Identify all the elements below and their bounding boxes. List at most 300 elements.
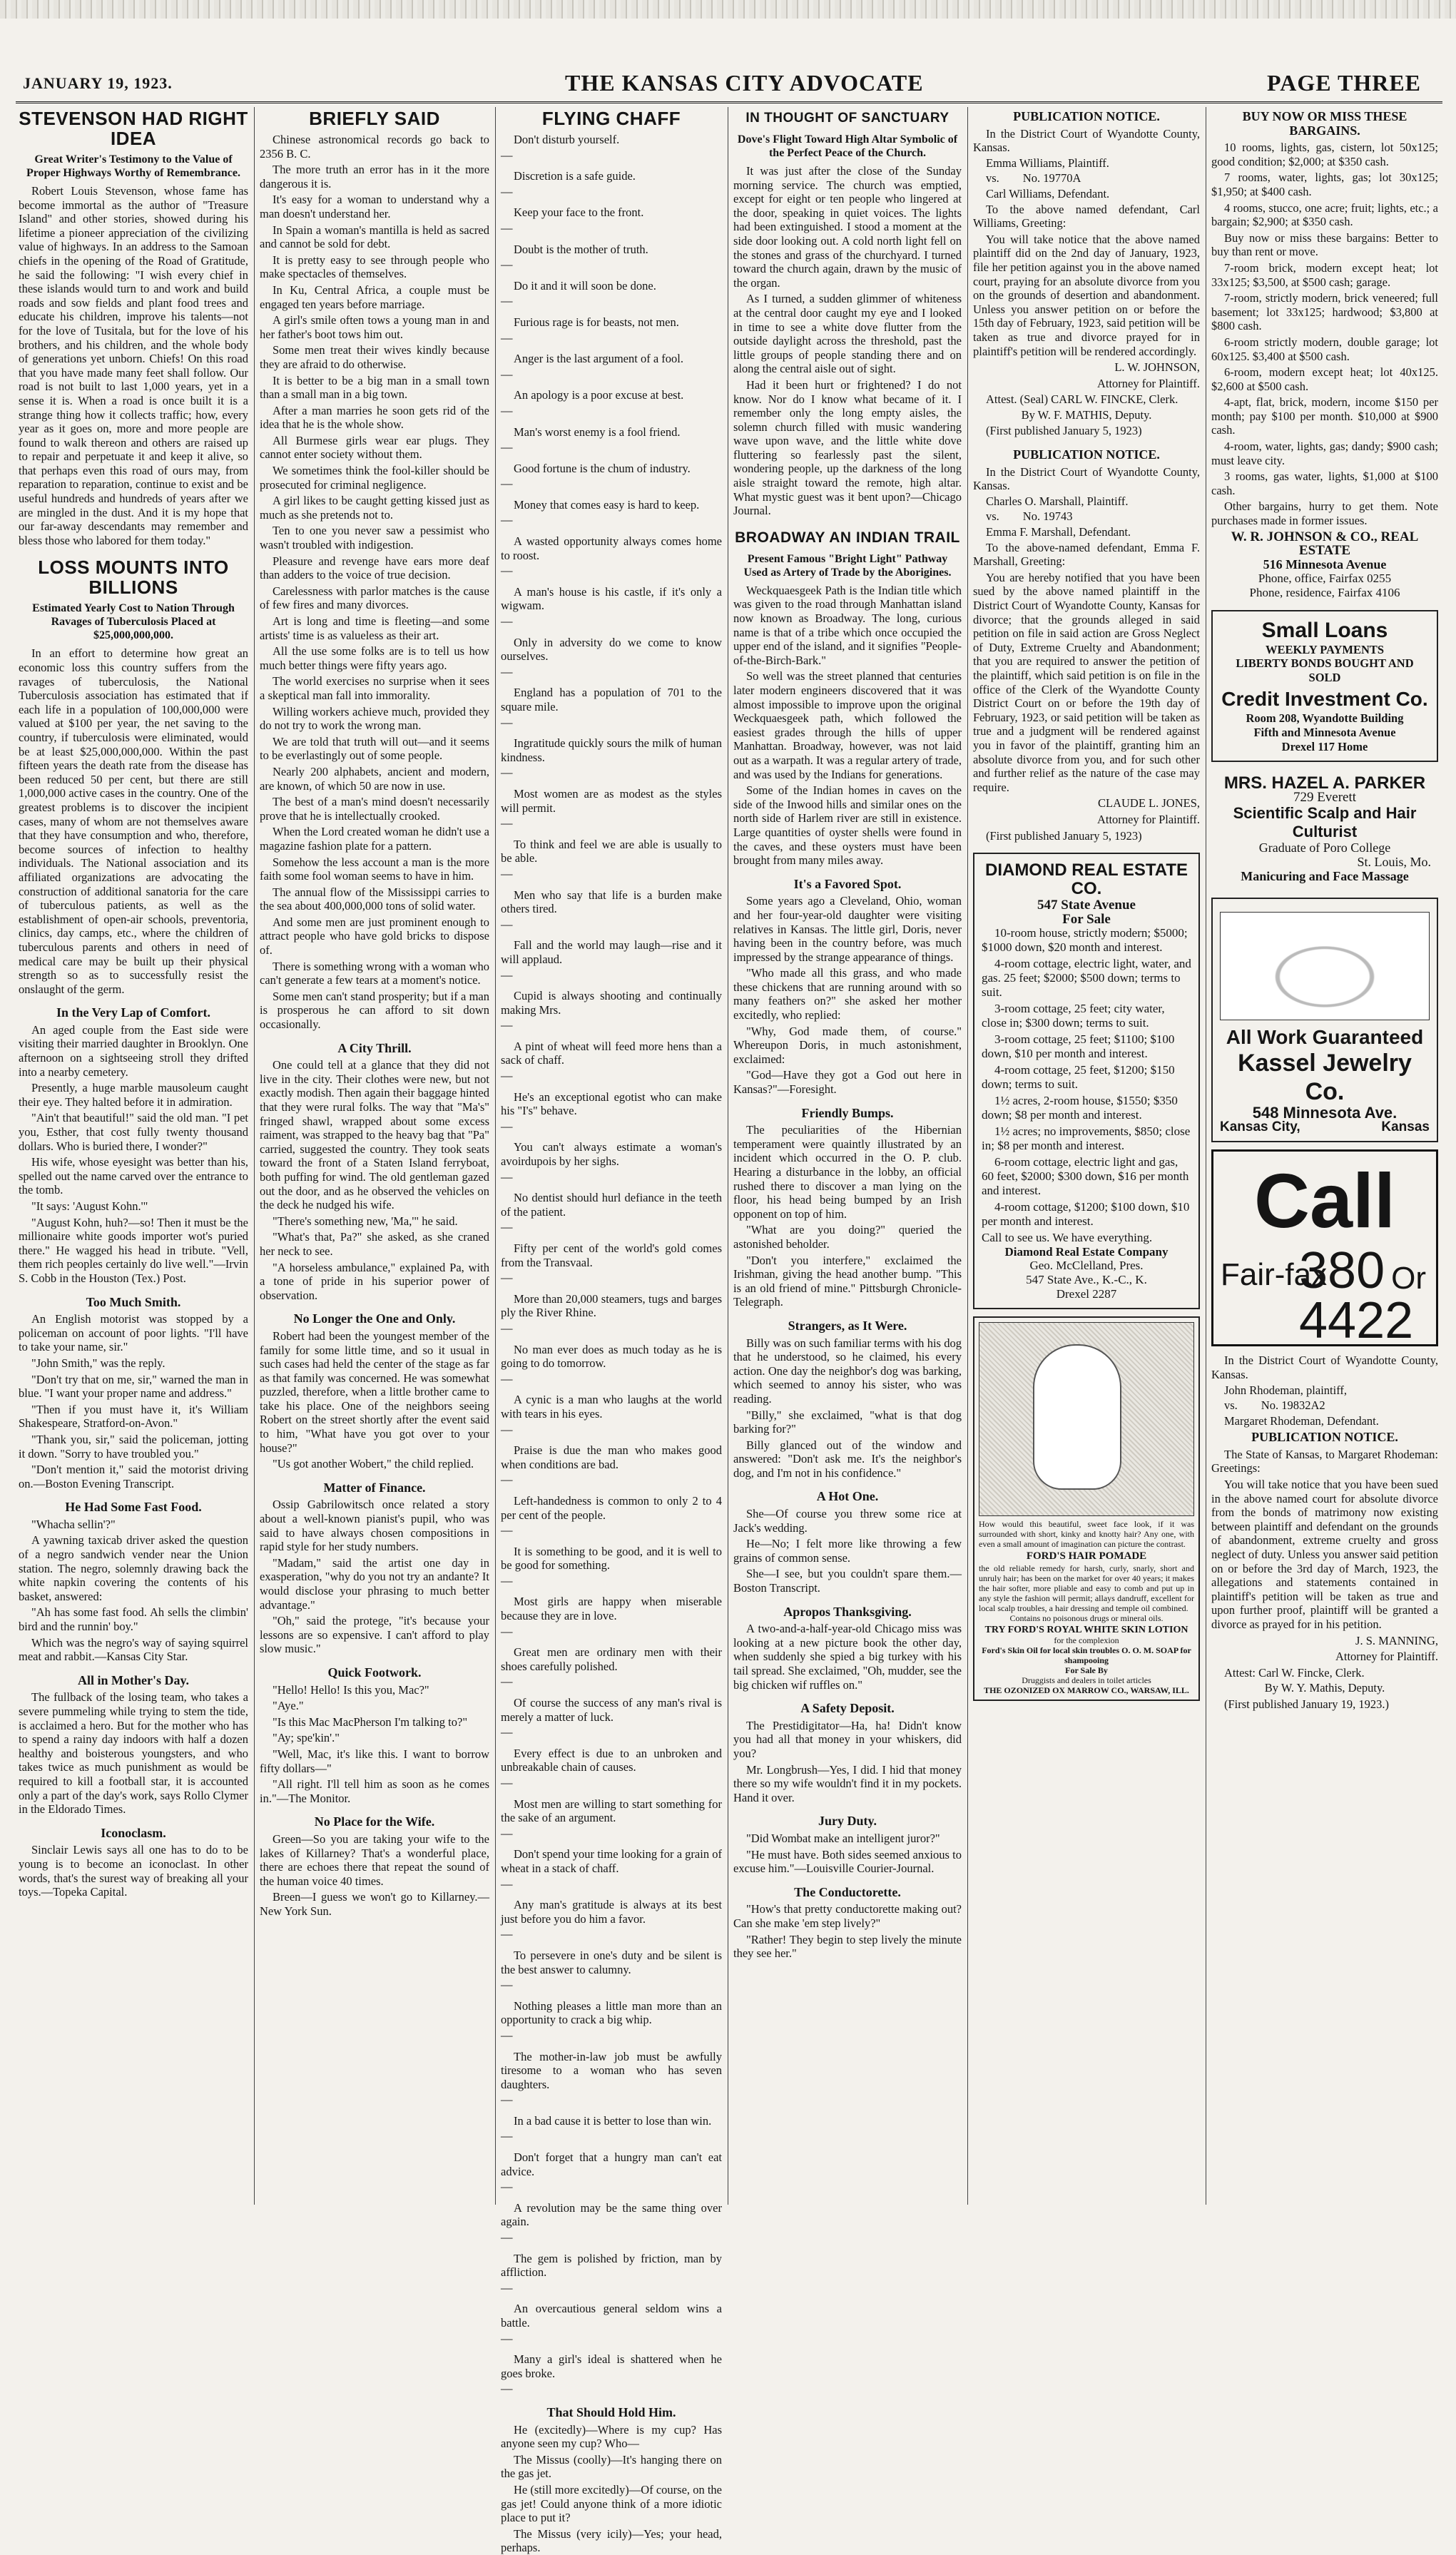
separator: — xyxy=(501,1573,513,1588)
company-name: Credit Investment Co. xyxy=(1221,688,1428,711)
saying-item: The best of a man's mind doesn't necessarily prove that he is intellectually crooked. xyxy=(260,795,489,823)
case-line xyxy=(973,509,1200,524)
phone: Drexel 117 Home xyxy=(1281,739,1368,753)
court: In the District Court of Wyandotte County, Kansas. xyxy=(973,126,1200,155)
call-word: Call xyxy=(1253,1157,1396,1244)
listing-item: 1½ acres, 2-room house, $1550; $350 down; $8 per month and interest. xyxy=(982,1094,1178,1122)
saying-item: We are told that truth will out—and it seems to be everlastingly out of some people. xyxy=(260,734,489,763)
separator: — xyxy=(501,2093,513,2107)
separator: — xyxy=(501,513,513,527)
separator: — xyxy=(501,866,513,880)
paragraph: "He must have. Both sides seemed anxious to excuse him."—Louisville Courier-Journal. xyxy=(733,1847,962,1876)
article-title: No Place for the Wife. xyxy=(314,1814,435,1829)
separator: — xyxy=(501,664,513,679)
article-friendly-bumps xyxy=(733,1107,962,1309)
paragraph: Sinclair Lewis says all one has to do to be young is to become an iconoclast. In other words, that's the surest way of breaking all your toys.—Topeka Capital. xyxy=(19,1843,248,1899)
paragraph: He (excitedly)—Where is my cup? Has anyone seen my cup? Who— xyxy=(501,2422,722,2451)
chaff-item: Every effect is due to an unbroken and unbreakable chain of causes. xyxy=(501,1746,722,1774)
paragraph: She—I see, but you couldn't spare them.—Boston Transcript. xyxy=(733,1567,962,1595)
paragraph: "Billy," she exclaimed, "what is that dog barking for?" xyxy=(733,1408,962,1436)
bargain-item: 4 rooms, stucco, one acre; fruit; lights, etc.; a bargain; $2,900; at $350 cash. xyxy=(1211,200,1438,229)
paragraph: An English motorist was stopped by a policeman on account of poor lights. "I'll have to take your name, sir." xyxy=(19,1312,248,1354)
separator: — xyxy=(501,330,513,345)
product-description: the old reliable remedy for harsh, curly, snarly, short and unruly hair; has been on the market for over 40 years; it makes the hair softer, more pliable and easy to comb and put up in any style the fashion will permit; allays dandruff, excellent for local scalp troubles, a hair dressing and temple oil combined. xyxy=(979,1563,1194,1614)
chaff-item: No man ever does as much today as he is going to do tomorrow. xyxy=(501,1342,722,1371)
publication-date: (First published January 5, 1923) xyxy=(986,828,1142,843)
product-name: FORD'S HAIR POMADE xyxy=(1026,1550,1147,1563)
paragraph: As I turned, a sudden glimmer of whiteness at the central door caught my eye and I looked in time to see a white dove flutter from the outside daylight across the threshold, past the little groups of people standing there and on along the central aisle out of sight. xyxy=(733,292,962,376)
listing-list xyxy=(982,926,1191,1229)
separator: — xyxy=(501,220,513,235)
publication-notice-williams xyxy=(973,110,1200,438)
page-number: PAGE THREE xyxy=(1267,70,1421,96)
defendant: Margaret Rhodeman, Defendant. xyxy=(1224,1413,1379,1428)
paragraph: So well was the street planned that centuries later modern engineers discovered that it was almost impossible to improve upon the original Weckquaesgeek path, which followed the easiest grades through the hills of upper Manhattan. Broadway, however, was not laid out as a warpath. It was a regular artery of trade, and was used by the Indians for generations. xyxy=(733,669,962,781)
paragraph: He (still more excitedly)—Of course, on the gas jet! Could anyone think of a more idiotic place to put it? xyxy=(501,2482,722,2525)
newspaper-page xyxy=(16,0,1442,2555)
chaff-item: Fifty per cent of the world's gold comes from the Transvaal. xyxy=(501,1241,722,1269)
article-title: Friendly Bumps. xyxy=(801,1105,894,1120)
separator: — xyxy=(501,1119,513,1133)
separator: — xyxy=(501,2280,513,2295)
street: Fifth and Minnesota Avenue xyxy=(1253,725,1396,739)
paragraph: Billy glanced out of the window and answered: "Don't ask me. It's the neighbor's dog, and I'm not in his confidence." xyxy=(733,1438,962,1480)
bargain-item: 7-room, strictly modern, brick veneered; full basement; lot 33x125; hardwood; $3,800 at $800 cash. xyxy=(1211,291,1438,333)
separator: — xyxy=(501,2382,513,2396)
chaff-item: Men who say that life is a burden make others tired. xyxy=(501,888,722,916)
state: Kansas xyxy=(1381,1119,1430,1134)
headline: LOSS MOUNTS INTO BILLIONS xyxy=(38,557,229,599)
article-title: A City Thrill. xyxy=(337,1040,412,1055)
separator: — xyxy=(501,1473,513,1487)
notice-title: PUBLICATION NOTICE. xyxy=(1013,109,1160,123)
saying-list xyxy=(260,133,489,1032)
chaff-item: Of course the success of any man's rival is merely a matter of luck. xyxy=(501,1696,722,1724)
chaff-item: Discretion is a safe guide. xyxy=(514,169,636,183)
footer-president: Geo. McClelland, Pres. xyxy=(1029,1259,1144,1273)
company-address: 516 Minnesota Avenue xyxy=(1263,557,1387,572)
chaff-item: It is something to be good, and it is well to be good for something. xyxy=(501,1544,722,1573)
paragraph: "Oh," said the protege, "it's because your lessons are so expensive. I can't afford to play slow music." xyxy=(260,1614,489,1656)
separator: — xyxy=(501,258,513,272)
dealers: Druggists and dealers in toilet articles xyxy=(1022,1675,1151,1686)
footer-phone: Drexel 2287 xyxy=(1056,1286,1117,1301)
article-title: Quick Footwork. xyxy=(327,1665,422,1680)
chaff-item: Don't forget that a hungry man can't eat advice. xyxy=(501,2150,722,2178)
chaff-item: More than 20,000 steamers, tugs and barges ply the River Rhine. xyxy=(501,1291,722,1320)
deputy: By W. F. MATHIS, Deputy. xyxy=(1021,407,1152,422)
column-rule xyxy=(495,107,496,2205)
article-briefly-said xyxy=(260,108,489,1032)
separator: — xyxy=(501,816,513,830)
chaff-item: The mother-in-law job must be awfully tiresome to a woman who has seven daughters. xyxy=(501,2049,722,2091)
notice-body: You are hereby notified that you have been sued by the above named plaintiff in the District Court of Wyandotte County, Kansas for divorce; that the grounds alleged in said petition on file in said action are Gross Neglect of Duty, Extreme Cruelty and Abandonment; that you are required to answer the petition of the plaintiff, which said petition is on file in the office of the Clerk of the Wyandotte County District Court on or before the 19th day of February, 1923, or said petition will be taken as true and a judgment will be rendered against you in favor of the plaintiff, granting him an absolute divorce from you, and for such other and further relief as the nature of the case may require. xyxy=(973,570,1200,794)
separator: — xyxy=(501,1018,513,1032)
separator: — xyxy=(501,1725,513,1739)
chaff-item: To persevere in one's duty and be silent is the best answer to calumny. xyxy=(501,1948,722,1976)
attorney-role: Attorney for Plaintiff. xyxy=(1096,376,1200,390)
article-thanksgiving xyxy=(733,1605,962,1692)
saying-item: Ten to one you never saw a pessimist who wasn't troubled with indigestion. xyxy=(260,524,489,552)
article-hold-him xyxy=(501,2406,722,2555)
chaff-item: Most women are as modest as the styles will permit. xyxy=(501,786,722,815)
saying-item: All the use some folks are is to tell us how much better things were fifty years ago. xyxy=(260,644,489,672)
saying-item: All Burmese girls wear ear plugs. They cannot enter society without them. xyxy=(260,433,489,462)
case-number: No. 19832A2 xyxy=(1261,1398,1325,1413)
attest: Attest: Carl W. Fincke, Clerk. xyxy=(1224,1665,1365,1680)
chaff-item: He's an exceptional egotist who can make his "I's" behave. xyxy=(501,1089,722,1118)
paragraph: Robert Louis Stevenson, whose fame has become immortal as the author of "Treasure Island" and other stories, showed during his lifetime a pioneer appreciation of the civilizing value of highways. In an address to the Samoan chiefs in the opening of the Road of Gratitude, he said the following: "I wish every chief in these islands would turn to and work and build roads and sow fields and plant food trees and educate his children, improve his talents—not for the love of Tusitala, but for the love of his brothers, and his children, and the whole body of generations yet unborn. Chiefs! On this road that you have made many feet shall follow. Our road is not built to last 1,000 years, yet in a sense it is. When a road is once built it is a strange thing how it collects traffic; how, every year as it goes on, more and more people are found to walk thereon and others are raised up to repair and perpetuate it and keep it alive, so that perhaps even this road of ours may, from reparation to reparation, continue to exist and be useful hundreds and hundreds of years after we are mingled in the dust. And it is my hope that our far-away descendants may remember and bless those who labored for them today." xyxy=(19,184,248,547)
residence-phone: Phone, residence, Fairfax 4106 xyxy=(1249,586,1400,599)
bargain-item: Other bargains, hurry to get them. Note purchases made in former issues. xyxy=(1211,499,1438,528)
ad-intro: How would this beautiful, sweet face look, if it was surrounded with short, kinky and knotty hair? Any one, with even a small amount of imagination can picture the contrast. xyxy=(979,1519,1194,1550)
chaff-item: A revolution may be the same thing over again. xyxy=(501,2200,722,2229)
paragraph: "God—Have they got a God out here in Kansas?"—Foresight. xyxy=(733,1068,962,1097)
vs: vs. xyxy=(986,509,999,524)
clock-illustration-icon xyxy=(1220,912,1430,1020)
bargain-item: 10 rooms, lights, gas, cistern, lot 50x125; good condition; $2,000; at $350 cash. xyxy=(1211,141,1438,168)
chaff-item: A cynic is a man who laughs at the world with tears in his eyes. xyxy=(501,1393,722,1421)
separator: — xyxy=(501,1169,513,1184)
hair-pomade-ad xyxy=(973,1316,1200,1701)
product-note: Contains no poisonous drugs or mineral oils. xyxy=(1009,1613,1164,1624)
exchange-name: Fair-fax xyxy=(1221,1257,1328,1293)
notice-body: You will take notice that you have been sued in the above named court for absolute divorce from the bonds of matrimony now existing between plaintiff and defendant on the grounds of abandonment, extreme cruelty and gross neglect of duty. Unless you answer said petition on or before the 3rd day of March, 1923, the allegations and statements contained in plaintiff's petition will be taken as true and upon further proof, plaintiff will be granted a divorce as prayed for in his petition. xyxy=(1211,1478,1438,1631)
woman-portrait-icon xyxy=(1033,1344,1121,1490)
paragraph: His wife, whose eyesight was better than his, spelled out the name carved over the entrance to the tomb. xyxy=(19,1155,248,1197)
chaff-item: The gem is polished by friction, man by affliction. xyxy=(501,2251,722,2280)
separator: — xyxy=(501,440,513,454)
article-conductorette xyxy=(733,1886,962,1961)
paragraph: "Hello! Hello! Is this you, Mac?" xyxy=(273,1682,429,1697)
company-name: Kassel Jewelry Co. xyxy=(1238,1050,1412,1106)
listing-item: 4-room cottage, $1200; $100 down, $10 per month and interest. xyxy=(982,1200,1190,1229)
paragraph: "Who made all this grass, and who made these chickens that are running around with so many feathers on?" she asked her mother excitedly, who replied: xyxy=(733,966,962,1022)
column-rule xyxy=(254,107,255,2205)
article-strangers xyxy=(733,1319,962,1480)
paragraph: Billy was on such familiar terms with his dog that he understood, so he claimed, his every action. One day the neighbor's dog was barking, which seemed to annoy his sister, who was reading. xyxy=(733,1336,962,1406)
saying-item: Pleasure and revenge have ears more deaf than adders to the voice of true decision. xyxy=(260,554,489,582)
ad-title: BUY NOW OR MISS THESE BARGAINS. xyxy=(1242,109,1407,138)
chaff-item: A pint of wheat will feed more hens than a sack of chaff. xyxy=(501,1039,722,1067)
greeting: The State of Kansas, to Margaret Rhodeman: Greetings: xyxy=(1211,1447,1438,1475)
weekly-payments: WEEKLY PAYMENTS xyxy=(1265,642,1385,656)
paragraph: "Why, God made them, of course." Whereupon Doris, in much astonishment, exclaimed: xyxy=(733,1024,962,1066)
publication-date: (First published January 5, 1923) xyxy=(986,424,1142,438)
paragraph: Robert had been the youngest member of the family for some little time, and so it usual in such cases had held the center of the stage as far as that family was concerned. He was somewhat puzzled, therefore, when a little brother came to take his place. One of the neighbors seeing Robert on the street shortly after the event said to him, "What have you got over to your house?" xyxy=(260,1329,489,1455)
greeting: To the above named defendant, Carl Williams, Greeting: xyxy=(973,202,1200,230)
article-iconoclasm xyxy=(19,1827,248,1899)
kassel-jewelry-ad xyxy=(1211,898,1438,1142)
separator: — xyxy=(501,2028,513,2042)
defendant: Carl Williams, Defendant. xyxy=(986,186,1110,200)
article-title: Strangers, as It Were. xyxy=(788,1318,907,1333)
chaff-item: Ingratitude quickly sours the milk of human kindness. xyxy=(501,736,722,764)
street: 729 Everett xyxy=(1293,789,1357,805)
chaff-item: Don't spend your time looking for a grain of wheat in a stack of chaff. xyxy=(501,1847,722,1875)
paragraph: "Well, Mac, it's like this. I want to borrow fifty dollars—" xyxy=(260,1747,489,1775)
name: MRS. HAZEL A. PARKER xyxy=(1223,773,1426,793)
saying-item: It is better to be a big man in a small town than a small man in a big town. xyxy=(260,373,489,402)
paragraph: "Don't try that on me, sir," warned the man in blue. "I want your proper name and address." xyxy=(19,1372,248,1401)
paragraph: It was just after the close of the Sunday morning service. The church was emptied, except for eight or ten people who lingered at the door, speaking in quiet voices. The lights had been extinguished. I stood a moment at the side door looking out. A cold north light fell on the stones and grass of the churchyard. I turned toward the church again, drawn by the music of the organ. xyxy=(733,164,962,290)
bargain-item: Buy now or miss these bargains: Better to buy than rent or move. xyxy=(1211,230,1438,259)
attest: Attest. (Seal) CARL W. FINCKE, Clerk. xyxy=(986,392,1178,407)
notice-title: PUBLICATION NOTICE. xyxy=(1013,447,1160,462)
paragraph: Some years ago a Cleveland, Ohio, woman and her four-year-old daughter were visiting relatives in Kansas. The little girl, Doris, never having been in the country before, was much impressed by the strange appearance of things. xyxy=(733,894,962,964)
bargains-ad xyxy=(1211,110,1438,600)
paragraph: "Don't mention it," said the motorist driving on.—Boston Evening Transcript. xyxy=(19,1463,248,1490)
listing-item: 3-room cottage, 25 feet; city water, close in; $300 down; terms to suit. xyxy=(982,1002,1165,1030)
listing-item: 4-room cottage, electric light, water, and gas. 25 feet; $2000; $500 down; terms to suit. xyxy=(982,957,1191,1000)
bargain-item: 6-room strictly modern, double garage; lot 60x125. $3,400 at $500 cash. xyxy=(1211,335,1438,363)
article-safety-deposit xyxy=(733,1702,962,1804)
saying-item: Willing workers achieve much, provided they do not try to work the wrong man. xyxy=(260,704,489,733)
chaff-item: Don't disturb yourself. xyxy=(514,133,620,146)
article-jury-duty xyxy=(733,1814,962,1875)
separator: — xyxy=(501,1220,513,1234)
article-favored-spot xyxy=(733,878,962,1097)
paragraph: Mr. Longbrush—Yes, I did. I hid that money there so my wife wouldn't find it in my pockets. Hand it over. xyxy=(733,1762,962,1804)
separator: — xyxy=(501,1321,513,1335)
separator: — xyxy=(501,184,513,198)
separator: — xyxy=(501,2180,513,2194)
paragraph: "What's that, Pa?" she asked, as she craned her neck to see. xyxy=(260,1230,489,1258)
publication-notice-marshall xyxy=(973,448,1200,843)
chaff-item: Most men are willing to start something for the sake of an argument. xyxy=(501,1797,722,1825)
issue-date: JANUARY 19, 1923. xyxy=(23,74,173,92)
article-title: Matter of Finance. xyxy=(323,1480,426,1495)
chaff-item: Most girls are happy when miserable because they are in love. xyxy=(501,1595,722,1623)
headline: FLYING CHAFF xyxy=(541,108,681,129)
paragraph: Weckquaesgeek Path is the Indian title which was given to the road through Manhattan island now known as Broadway. The long, curious name is that of a tribe which once occupied the upper end of the island, and it signifies "People-of-the-Birch-Bark." xyxy=(733,583,962,667)
paragraph: "Ah has some fast food. Ah sells the climbin' bird and the runnin' boy." xyxy=(19,1605,248,1634)
article-title: Iconoclasm. xyxy=(101,1825,166,1840)
phone-number-1: 380 xyxy=(1299,1242,1385,1300)
paragraph: "There's something new, 'Ma,'" he said. xyxy=(273,1214,458,1228)
paragraph: "Thank you, sir," said the policeman, jotting it down. "Sorry to have troubled you." xyxy=(19,1432,248,1461)
article-title: A Safety Deposit. xyxy=(800,1701,895,1716)
for-sale: For Sale xyxy=(1062,911,1111,927)
separator: — xyxy=(501,367,513,381)
article-title: Apropos Thanksgiving. xyxy=(783,1604,912,1619)
manicuring: Manicuring and Face Massage xyxy=(1241,868,1409,883)
for-sale-by: For Sale By xyxy=(1065,1665,1108,1676)
article-title: The Conductorette. xyxy=(794,1884,901,1899)
article-broadway xyxy=(733,528,962,868)
paragraph: "August Kohn, huh?—so! Then it must be the millionaire white goods importer wot's puried there." He wagged his head in tribute. "Vell, them rich peoples certainly do live well."—Irvin S. Cobb in the Houston (Tex.) Post. xyxy=(19,1215,248,1285)
lotion-use: for the complexion xyxy=(1054,1635,1119,1646)
separator: — xyxy=(501,1675,513,1689)
article-finance xyxy=(260,1481,489,1656)
chaff-item: Any man's gratitude is always at its best just before you do him a favor. xyxy=(501,1898,722,1926)
saying-item: In Ku, Central Africa, a couple must be engaged ten years before marriage. xyxy=(260,283,489,311)
separator: — xyxy=(501,1523,513,1538)
separator: — xyxy=(501,1776,513,1789)
headline: STEVENSON HAD RIGHT IDEA xyxy=(19,108,248,149)
plaintiff: Charles O. Marshall, Plaintiff. xyxy=(986,494,1129,508)
separator: — xyxy=(501,715,513,729)
chaff-item: Left-handedness is common to only 2 to 4 per cent of the people. xyxy=(501,1493,722,1522)
saying-item: The world exercises no surprise when it sees a skeptical man fall into immorality. xyxy=(260,674,489,702)
footer-company: Diamond Real Estate Company xyxy=(1004,1244,1169,1259)
liberty-bonds: LIBERTY BONDS BOUGHT AND SOLD xyxy=(1236,656,1414,684)
plaintiff: John Rhodeman, plaintiff, xyxy=(1224,1383,1348,1397)
column-6 xyxy=(1211,107,1438,2208)
article-city-thrill xyxy=(260,1042,489,1303)
saying-item: Somehow the less account a man is the more faith some fool woman seems to have in him. xyxy=(260,855,489,883)
column-rule xyxy=(967,107,968,2205)
bargain-item: 7 rooms, water, lights, gas; lot 30x125; $1,950; at $400 cash. xyxy=(1211,171,1438,198)
notice-body: You will take notice that the above named plaintiff did on the 2nd day of January, 1923, file her petition against you in the above named court, praying for an absolute divorce from you on the grounds of desertion and abandonment. Unless you answer petition on or before the 15th day of February, 1923, said petition will be taken as true and divorce prayed for in plaintiff's petition will be rendered accordingly. xyxy=(973,232,1200,358)
saying-item: Nearly 200 alphabets, ancient and modern, are known, of which 50 are now in use. xyxy=(260,764,489,793)
separator: — xyxy=(501,564,513,578)
paragraph: Some of the Indian homes in caves on the side of the Inwood hills and similar ones on the north side of Harlem river are still in existence. Large quantities of oyster shells were found in the caves, and these oysters must have been brought from many miles away. xyxy=(733,783,962,868)
paragraph: Ossip Gabrilowitsch once related a story about a well-known pianist's pupil, who was said to have always chosen compositions in rapid style for her study numbers. xyxy=(260,1498,489,1554)
column-1 xyxy=(19,107,248,2208)
company-name: DIAMOND REAL ESTATE CO. xyxy=(984,860,1188,899)
attorney-role: Attorney for Plaintiff. xyxy=(1335,1650,1438,1664)
separator: — xyxy=(501,967,513,982)
chaff-item: Man's worst enemy is a fool friend. xyxy=(514,425,681,439)
case-number: No. 19743 xyxy=(1022,509,1073,524)
paragraph: One could tell at a glance that they did not live in the city. Their clothes were new, but not exactly modish. Then again their baggage hinted that they were rural folks. The way that "Ma's" fringed shawl, wrapped about some excess raiment, was strapped to the heavy bag that "Pa" carried, suggested the country. They took seats toward the front of a Staten Island ferryboat, both puffing for wind. The old gentleman gazed out the door, and as he observed the vehicles on the deck he nudged his wife. xyxy=(260,1058,489,1212)
company-address: 547 State Avenue xyxy=(1037,898,1136,913)
chaff-item: Nothing pleases a little man more than an opportunity to crack a big whip. xyxy=(501,1998,722,2027)
separator: — xyxy=(501,766,513,780)
vs: vs. xyxy=(1224,1398,1238,1413)
separator: — xyxy=(501,1624,513,1638)
paragraph: "Ain't that beautiful!" said the old man. "I pet you, Esther, that cost fully twenty thousand dollars. Who is buried there, I wonder?" xyxy=(19,1111,248,1153)
listing-item: 6-room cottage, electric light and gas, 60 feet, $2000; $300 down, $16 per month and interest. xyxy=(982,1155,1189,1198)
separator: — xyxy=(501,917,513,931)
chaff-item: Anger is the last argument of a fool. xyxy=(514,352,683,366)
paragraph: The peculiarities of the Hibernian temperament were quaintly illustrated by an incident which occurred in the O. P. club. Hearing a disturbance in the lobby, an official rushed there to discover a man lying on the floor, his head being bumped by an Irish opponent on top of him. xyxy=(733,1123,962,1221)
article-title: Too Much Smith. xyxy=(86,1294,181,1309)
separator: — xyxy=(501,1422,513,1436)
paragraph: "What are you doing?" queried the astonished beholder. xyxy=(733,1223,962,1251)
column-5 xyxy=(973,107,1200,2208)
paragraph: "How's that pretty conductorette making out? Can she make 'em step lively?" xyxy=(733,1902,962,1930)
chaff-list xyxy=(501,133,722,2396)
chaff-item: No dentist should hurl defiance in the teeth of the patient. xyxy=(501,1191,722,1219)
paragraph: He—No; I felt more like throwing a few grains of common sense. xyxy=(733,1537,962,1565)
subhead: Great Writer's Testimony to the Value of Proper Highways Worthy of Remembrance. xyxy=(26,153,240,179)
saying-item: And some men are just prominent enough to attract people who have gold bricks to dispose of. xyxy=(260,915,489,958)
saying-item: It is pretty easy to see through people who make spectacles of themselves. xyxy=(260,253,489,281)
subhead: Estimated Yearly Cost to Nation Through Ravages of Tuberculosis Placed at $25,000,000,000. xyxy=(32,602,235,642)
court: In the District Court of Wyandotte County, Kansas. xyxy=(973,464,1200,493)
separator: — xyxy=(501,403,513,417)
chaff-item: An overcautious general seldom wins a battle. xyxy=(501,2302,722,2330)
court: In the District Court of Wyandotte County, Kansas. xyxy=(1211,1353,1438,1381)
attorney: L. W. JOHNSON, xyxy=(1114,360,1200,375)
article-title: No Longer the One and Only. xyxy=(293,1311,456,1326)
paragraph: "Don't you interfere," exclaimed the Irishman, giving the head another bump. "This is an old friend of mine." Pittsburgh Chronicle-Telegraph. xyxy=(733,1253,962,1309)
separator: — xyxy=(501,477,513,491)
graduate: Graduate of Poro College xyxy=(1258,840,1391,855)
paragraph: The fullback of the losing team, who takes a severe pummeling while trying to stem the tide, is acclaimed a hero. But for the mother who has to spend a rainy day indoors with half a dozen healthy and boisterous youngsters, and who takes twice as much punishment as would be required to kill a football star, it is accounted only a part of the day's work, says Rollo Clymer in the Eldorado Times. xyxy=(19,1690,248,1817)
chaff-item: An apology is a poor excuse at best. xyxy=(514,388,684,402)
paragraph: "Us got another Wobert," the child replied. xyxy=(273,1457,474,1471)
saying-item: Art is long and time is fleeting—and some artists' time is as valueless as their art. xyxy=(260,614,489,642)
paragraph: Presently, a huge marble mausoleum caught their eye. They halted before it in admiration. xyxy=(19,1081,248,1109)
chaff-item: Money that comes easy is hard to keep. xyxy=(514,497,700,512)
chaff-item: Doubt is the mother of truth. xyxy=(514,242,648,256)
saying-item: The more truth an error has in it the more dangerous it is. xyxy=(260,163,489,191)
chaff-item: Good fortune is the chum of industry. xyxy=(514,461,691,475)
paragraph: "Then if you must have it, it's William Shakespeare, Stratford-on-Avon." xyxy=(19,1402,248,1431)
column-4 xyxy=(733,107,962,2208)
paragraph: Green—So you are taking your wife to the lakes of Killarney? That's a wonderful place, there are echoes there that repeat the sound of the human voice 40 times. xyxy=(260,1832,489,1888)
saying-item: There is something wrong with a woman who can't generate a few tears at a moment's notice. xyxy=(260,959,489,987)
footer-address: 547 State Ave., K.-C., K. xyxy=(1026,1273,1147,1287)
separator: — xyxy=(501,1826,513,1840)
saying-item: A girl's smile often tows a young man in and her father's boot tows him out. xyxy=(260,313,489,341)
plaintiff: Emma Williams, Plaintiff. xyxy=(986,156,1109,170)
publication-notice-rhodeman xyxy=(1211,1353,1438,1711)
chaff-item: Furious rage is for beasts, not men. xyxy=(514,315,679,329)
chaff-item: You can't always estimate a woman's avoirdupois by her sighs. xyxy=(501,1140,722,1169)
chaff-item: A wasted opportunity always comes home to roost. xyxy=(501,534,722,562)
subhead: Present Famous "Bright Light" Pathway Used as Artery of Trade by the Aborigines. xyxy=(743,552,952,579)
case-line xyxy=(1211,1398,1438,1413)
bargain-item: 6-room, modern except heat; lot 40x125. $2,600 at $500 cash. xyxy=(1211,365,1438,393)
column-3 xyxy=(501,107,722,2555)
city: Kansas City, xyxy=(1220,1119,1300,1134)
article-footwork xyxy=(260,1666,489,1805)
guarantee: All Work Guaranteed xyxy=(1226,1026,1424,1049)
maker: THE OZONIZED OX MARROW CO., WARSAW, ILL. xyxy=(984,1685,1189,1696)
headline: IN THOUGHT OF SANCTUARY xyxy=(745,111,950,126)
city-state xyxy=(1220,1120,1430,1134)
service: Scientific Scalp and Hair Culturist xyxy=(1233,804,1417,841)
article-flying-chaff xyxy=(501,108,722,2396)
headline: BROADWAY AN INDIAN TRAIL xyxy=(735,529,960,546)
phone-number-2: 4422 xyxy=(1299,1292,1414,1350)
chaff-item: England has a population of 701 to the square mile. xyxy=(501,686,722,713)
paragraph: "It says: 'August Kohn.'" xyxy=(31,1199,148,1213)
chaff-item: Cupid is always shooting and continually making Mrs. xyxy=(501,989,722,1017)
publication-date: (First published January 19, 1923.) xyxy=(1224,1697,1389,1711)
article-title: That Should Hold Him. xyxy=(546,2404,676,2419)
greeting: To the above-named defendant, Emma F. Marshall, Greeting: xyxy=(973,540,1200,569)
chaff-item: Many a girl's ideal is shattered when he goes broke. xyxy=(501,2352,722,2380)
newspaper-title: THE KANSAS CITY ADVOCATE xyxy=(565,70,924,96)
notice-title: PUBLICATION NOTICE. xyxy=(1251,1430,1398,1445)
call-ad xyxy=(1211,1149,1438,1350)
separator: — xyxy=(501,1069,513,1083)
case-number: No. 19770A xyxy=(1022,171,1081,186)
saying-item: A girl likes to be caught getting kissed just as much as she pretends not to. xyxy=(260,494,489,522)
attorney: CLAUDE L. JONES, xyxy=(1098,796,1200,811)
article-mother xyxy=(19,1674,248,1817)
address: 548 Minnesota Ave. xyxy=(1252,1104,1398,1122)
saying-item: It's easy for a woman to understand why a man doesn't understand her. xyxy=(260,193,489,220)
listing-item: 3-room cottage, 25 feet; $1100; $100 down, $10 per month and interest. xyxy=(982,1032,1175,1061)
chaff-item: Only in adversity do we come to know ourselves. xyxy=(501,635,722,664)
paragraph: "John Smith," was the reply. xyxy=(31,1356,166,1370)
room: Room 208, Wyandotte Building xyxy=(1246,711,1404,726)
article-lap xyxy=(19,1006,248,1285)
saying-item: After a man marries he soon gets rid of the idea that he is the whole show. xyxy=(260,403,489,432)
ad-title: Small Loans xyxy=(1261,618,1388,642)
separator: — xyxy=(501,614,513,629)
separator: — xyxy=(501,2230,513,2245)
article-title: Jury Duty. xyxy=(818,1814,877,1829)
call-note: Call to see us. We have everything. xyxy=(982,1231,1153,1245)
separator: — xyxy=(501,1876,513,1891)
